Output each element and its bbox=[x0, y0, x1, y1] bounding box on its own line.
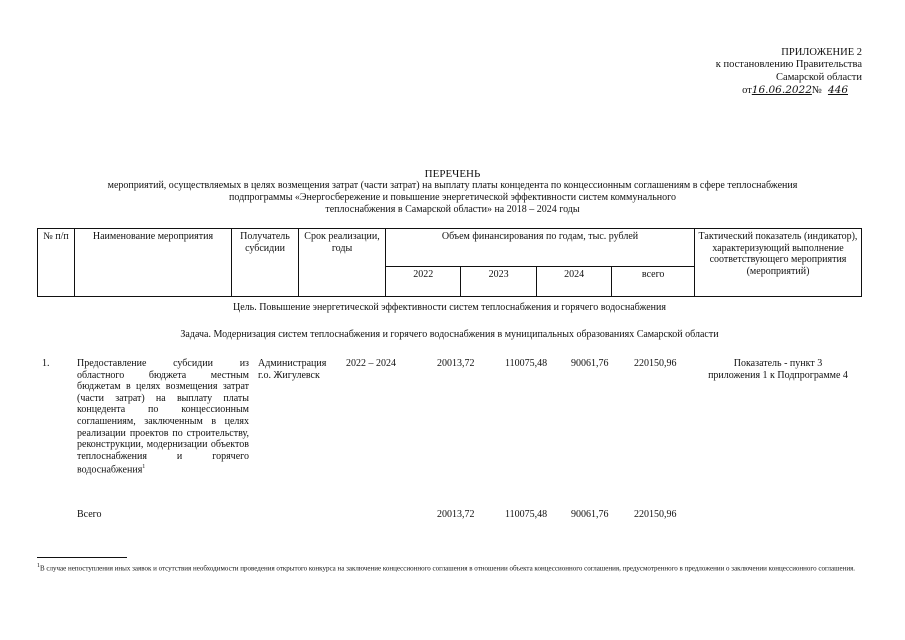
header-funding: Объем финансирования по годам, тыс. рублей bbox=[386, 229, 695, 267]
row-description-text: Предоставление субсидии из областного бюджета местным бюджетам в целях возмещения затрат (части затрат) на выплату платы концедента по концессионным соглашениям, заключенным в целях реализации проектов по строительству, реконструкции, модернизации объектов теплоснабжения и горячего водоснабжения bbox=[77, 358, 249, 476]
footnote-text: В случае непоступления иных заявок и отсутствия необходимости проведения открытого конкурса на заключение концессионного соглашения в отношении объекта концессионного соглашения, предусмотренного в предложении о заключении концессионного соглашения. bbox=[40, 564, 856, 573]
row-number: 1. bbox=[42, 358, 50, 369]
task-text: Задача. Модернизация систем теплоснабжения и горячего водоснабжения в муниципальных образованиях Самарской области bbox=[180, 329, 719, 340]
header-year-2022: 2022 bbox=[386, 267, 461, 297]
row-value-2022: 20013,72 bbox=[437, 358, 475, 369]
footnote-divider bbox=[37, 557, 127, 558]
document-subtitle bbox=[60, 180, 845, 216]
subtitle-line3: теплоснабжения в Самарской области» на 2018 – 2024 годы bbox=[325, 204, 580, 215]
date-handwritten: 16.06.2022 bbox=[751, 84, 812, 97]
row-value-2024: 90061,76 bbox=[571, 358, 609, 369]
row-value-total: 220150,96 bbox=[634, 358, 677, 369]
footnote bbox=[37, 561, 862, 573]
appendix-block bbox=[682, 47, 862, 98]
row-period: 2022 – 2024 bbox=[346, 358, 396, 369]
total-value-2024: 90061,76 bbox=[571, 509, 609, 520]
row-description bbox=[77, 358, 249, 476]
appendix-line2: к постановлению Правительства bbox=[715, 59, 862, 71]
header-name: Наименование мероприятия bbox=[75, 229, 232, 297]
footnote-mark: 1 bbox=[37, 563, 40, 569]
row-indicator: Показатель - пункт 3 приложения 1 к Подпрограмме 4 bbox=[708, 358, 848, 381]
header-year-total: всего bbox=[612, 267, 695, 297]
header-year-2024: 2024 bbox=[536, 267, 611, 297]
appendix-title: ПРИЛОЖЕНИЕ 2 bbox=[781, 47, 862, 58]
header-period: Срок реализации, годы bbox=[299, 229, 386, 297]
total-label: Всего bbox=[77, 509, 102, 520]
subtitle-line2: подпрограммы «Энергосбережение и повышение энергетической эффективности систем коммунального bbox=[229, 192, 676, 203]
total-value-2023: 110075,48 bbox=[505, 509, 548, 520]
number-prefix: № bbox=[811, 85, 822, 97]
date-prefix: от bbox=[742, 85, 752, 97]
subtitle-line1: мероприятий, осуществляемых в целях возмещения затрат (части затрат) на выплату платы концедента по концессионным соглашениям в сфере теплоснабжения bbox=[107, 180, 798, 191]
document-title: ПЕРЕЧЕНЬ bbox=[424, 168, 481, 180]
header-recipient: Получатель субсидии bbox=[232, 229, 299, 297]
row-recipient: Администрация г.о. Жигулевск bbox=[258, 358, 327, 381]
appendix-date-line bbox=[682, 84, 862, 97]
header-year-2023: 2023 bbox=[461, 267, 536, 297]
total-value-2022: 20013,72 bbox=[437, 509, 475, 520]
number-handwritten: 446 bbox=[827, 84, 848, 97]
appendix-line3: Самарской области bbox=[776, 71, 862, 83]
row-value-2023: 110075,48 bbox=[505, 358, 548, 369]
header-num: № п/п bbox=[38, 229, 75, 297]
header-table bbox=[37, 228, 862, 297]
footnote-ref: 1 bbox=[142, 464, 146, 471]
header-indicator: Тактический показатель (индикатор), характеризующий выполнение соответствующего мероприятия (мероприятий) bbox=[695, 229, 862, 297]
total-value-total: 220150,96 bbox=[634, 509, 677, 520]
goal-text: Цель. Повышение энергетической эффективности систем теплоснабжения и горячего водоснабжения bbox=[233, 302, 666, 313]
